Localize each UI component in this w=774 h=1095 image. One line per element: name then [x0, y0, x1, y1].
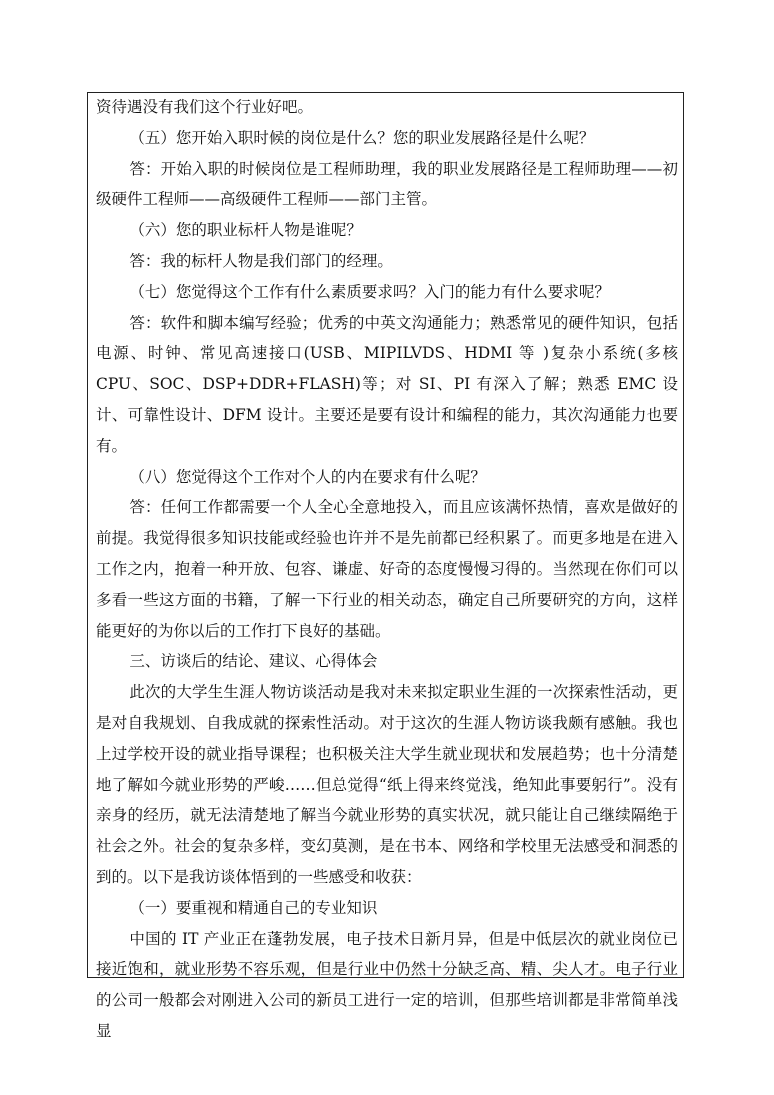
- question-6: （六）您的职业标杆人物是谁呢？: [129, 221, 362, 240]
- subheading-1: （一）要重视和精通自己的专业知识: [129, 898, 378, 917]
- conclusion-paragraph: 此次的大学生生涯人物访谈活动是我对未来拟定职业生涯的一次探索性活动，更是对自我规划、自我成就的探索性活动。对于这次的生涯人物访谈我颇有感触。我也上过学校开设的就业指导课程；也积极关注大学生就业现状和发展趋势；也十分清楚地了解如今就业形势的严峻……但总觉得“纸上得来终觉浅，绝知此事要躬行”。没有亲身的经历，就无法清楚地了解当今就业形势的真实状况，就只能让自己继续隔绝于社会之外。社会的复杂多样，变幻莫测，是在书本、网络和学校里无法感受和洞悉的到的。以下是我访谈体悟到的一些感受和收获：: [96, 683, 678, 886]
- question-5: （五）您开始入职时候的岗位是什么？您的职业发展路径是什么呢？: [129, 128, 595, 147]
- section-heading-3: 三、访谈后的结论、建议、心得体会: [129, 652, 378, 671]
- question-7: （七）您觉得这个工作有什么素质要求吗？入门的能力有什么要求呢？: [129, 282, 610, 301]
- answer-6: 答：我的标杆人物是我们部门的经理。: [129, 251, 393, 270]
- answer-7: 答：软件和脚本编写经验；优秀的中英文沟通能力；熟悉常见的硬件知识，包括电源、时钟、常见高速接口(USB、MIPILVDS、HDMI 等 )复杂小系统(多核 CPU、SOC、DSP+DDR+FLASH)等；对 SI、PI 有深入了解；熟悉 EMC 设计、可靠性设计、DFM 设计。主要还是要有设计和编程的能力，其次沟通能力也要有。: [96, 313, 678, 455]
- answer-8: 答：任何工作都需要一个人全心全意地投入，而且应该满怀热情，喜欢是做好的前提。我觉得很多知识技能或经验也许并不是先前都已经积累了。而更多地是在进入工作之内，抱着一种开放、包容、谦虚、好奇的态度慢慢习得的。当然现在你们可以多看一些这方面的书籍，了解一下行业的相关动态，确定自己所要研究的方向，这样能更好的为你以后的工作打下良好的基础。: [96, 498, 678, 640]
- answer-5: 答：开始入职的时候岗位是工程师助理，我的职业发展路径是工程师助理——初级硬件工程师——高级硬件工程师——部门主管。: [96, 159, 678, 209]
- document-body: [96, 92, 678, 1047]
- question-8: （八）您觉得这个工作对个人的内在要求有什么呢？: [129, 467, 486, 486]
- paragraph-continuation: 资待遇没有我们这个行业好吧。: [96, 98, 314, 116]
- industry-paragraph: 中国的 IT 产业正在蓬勃发展，电子技术日新月异，但是中低层次的就业岗位已接近饱和，就业形势不容乐观，但是行业中仍然十分缺乏高、精、尖人才。电子行业的公司一般都会对刚进入公司的新员工进行一定的培训，但那些培训都是非常简单浅显: [96, 929, 678, 1040]
